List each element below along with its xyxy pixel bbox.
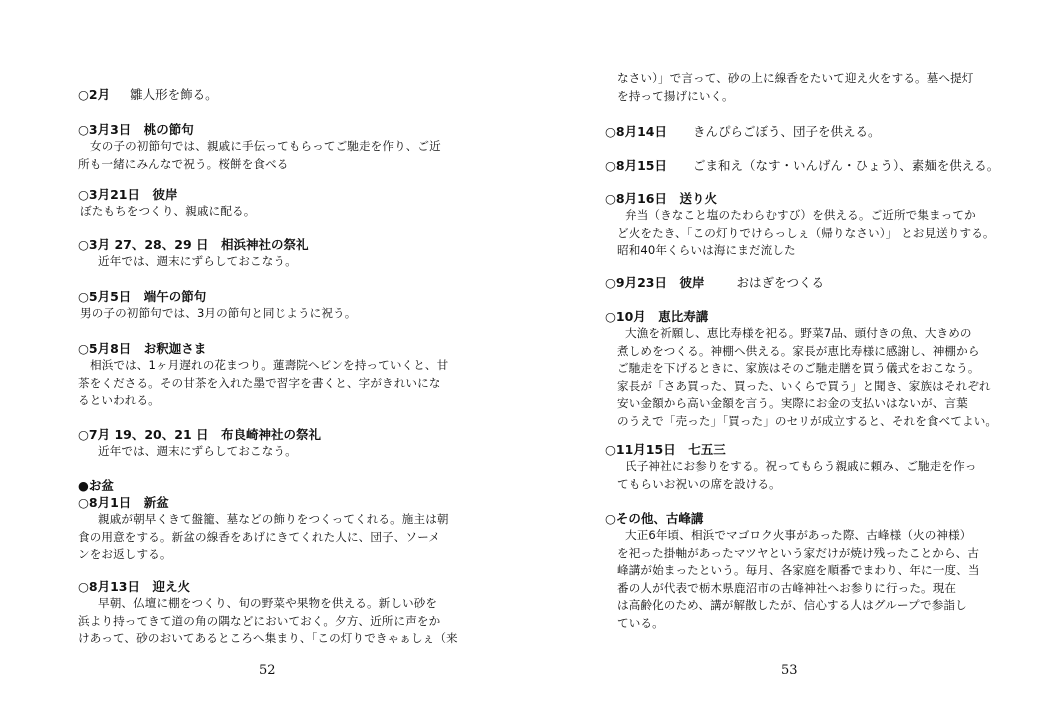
- entry-heading: ○8月13日 迎え火: [78, 579, 190, 594]
- entry-note: ごま和え（なす・いんげん・ひょう）、素麺を供える。: [693, 158, 1000, 173]
- entry-body: 近年では、週末にずらしておこなう。: [98, 254, 297, 268]
- entry-heading: ○2月: [78, 87, 111, 102]
- entry-aihama-festival: [78, 236, 458, 271]
- entry-oct: [605, 308, 998, 431]
- entry-aug16: [605, 190, 995, 260]
- entry-heading: ○8月1日 新盆: [78, 495, 169, 510]
- entry-heading: ○10月 恵比寿講: [605, 309, 709, 324]
- right-page: [605, 0, 1000, 720]
- entry-merasaki-festival: [78, 426, 458, 461]
- entry-heading: ○3月 27、28、29 日 相浜神社の祭礼: [78, 237, 309, 252]
- page-number: 52: [259, 663, 276, 678]
- entry-body: 大漁を祈願し、恵比寿様を祀る。野菜7品、頭付きの魚、大きめの 煮しめをつくる。神棚へ供える。家長が恵比寿様に感謝し、神棚から ご馳走を下げるときに、家族はそのご馳走膳を買う儀式をおこなう。 家長が「さあ買った、買った、いくらで買う」と聞き、家族はそれぞれ 安い金額から高い金額を言う。実際にお金の支払いはないが、言葉 のうえで「売った」「買った」のセリが成立すると、それを食べてよい。: [617, 326, 998, 428]
- entry-heading: ○8月14日: [605, 124, 667, 139]
- entry-body: 大正6年頃、相浜でマゴロク火事があった際、古峰様（火の神様） を祀った掛軸があったマツヤという家だけが焼け残ったことから、古 峰講が始まったという。毎月、各家庭を順番でまわり、年に一度、当 番の人が代表で栃木県鹿沼市の古峰神社へお参りに行った。現在 は高齢化のため、講が解散したが、信心する人はグループで参詣し ている。: [617, 528, 980, 630]
- entry-heading: ○その他、古峰講: [605, 511, 704, 526]
- entry-body: 氏子神社にお参りをする。祝ってもらう親戚に頼み、ご馳走を作っ てもらいお祝いの席を設ける。: [617, 459, 977, 491]
- entry-may5: [78, 288, 458, 323]
- entry-heading: ○8月16日 送り火: [605, 191, 717, 206]
- entry-body: 男の子の初節句では、3月の節句と同じように祝う。: [80, 306, 357, 320]
- entry-body: ぼたもちをつくり、親戚に配る。: [80, 204, 256, 218]
- entry-kobuko: [605, 510, 980, 633]
- entry-may8: [78, 340, 458, 410]
- entry-note: きんぴらごぼう、団子を供える。: [693, 124, 881, 139]
- entry-mar21: [78, 186, 458, 221]
- entry-body: 早朝、仏壇に棚をつくり、旬の野菜や果物を供える。新しい砂を 浜より持ってきて道の角の隅などにおいておく。夕方、近所に声をか けあって、砂のおいてあるところへ集まり、「この灯りできゃぁしぇ（来: [78, 596, 458, 646]
- entry-heading: ○3月3日 桃の節句: [78, 122, 194, 137]
- entry-heading: ○9月23日 彼岸: [605, 275, 705, 290]
- entry-heading: ○7月 19、20、21 日 布良崎神社の祭礼: [78, 427, 321, 442]
- entry-body: 親戚が朝早くきて盤籠、墓などの飾りをつくってくれる。施主は朝 食の用意をする。新盆の線香をあげにきてくれた人に、団子、ソーメ ンをお返しする。: [78, 512, 449, 562]
- entry-body: 近年では、週末にずらしておこなう。: [98, 444, 297, 458]
- entry-mar3: [78, 121, 458, 173]
- entry-heading: ○11月15日 七五三: [605, 442, 726, 457]
- entry-body: なさい）」で言って、砂の上に線香をたいて迎え火をする。墓へ提灯 を持って揚げにいく。: [617, 71, 974, 103]
- entry-heading: ○3月21日 彼岸: [78, 187, 178, 202]
- entry-aug14: [605, 123, 975, 140]
- entry-heading: ○5月8日 お釈迦さま: [78, 341, 207, 356]
- entry-aug13: [78, 578, 458, 648]
- entry-nov15: [605, 441, 975, 493]
- entry-note: 雛人形を飾る。: [130, 87, 218, 102]
- entry-sep23: [605, 274, 975, 291]
- entry-feb: [78, 86, 458, 103]
- page-number: 53: [781, 663, 798, 678]
- entry-aug1: [78, 494, 458, 564]
- entry-body: 弁当（きなこと塩のたわらむすび）を供える。ご近所で集まってか ど火をたき、「この灯りでけらっしぇ（帰りなさい）」 とお見送りする。 昭和40年くらいは海にまだ流した: [617, 208, 995, 258]
- entry-body: 相浜では、1ヶ月遅れの花まつり。蓮壽院へビンを持っていくと、甘 茶をくださる。その甘茶を入れた墨で習字を書くと、字がきれいにな るといわれる。: [78, 358, 449, 408]
- section-obon: [78, 477, 458, 494]
- section-heading: ●お盆: [78, 478, 114, 493]
- entry-note: おはぎをつくる: [736, 275, 825, 290]
- entry-body: 女の子の初節句では、親戚に手伝ってもらってご馳走を作り、ご近 所も一緒にみんなで祝う。桜餅を食べる: [78, 139, 441, 171]
- entry-heading: ○8月15日: [605, 158, 667, 173]
- entry-aug13-continued: [605, 70, 975, 105]
- entry-aug15: [605, 157, 1000, 174]
- left-page: [78, 0, 458, 720]
- entry-heading: ○5月5日 端午の節句: [78, 289, 207, 304]
